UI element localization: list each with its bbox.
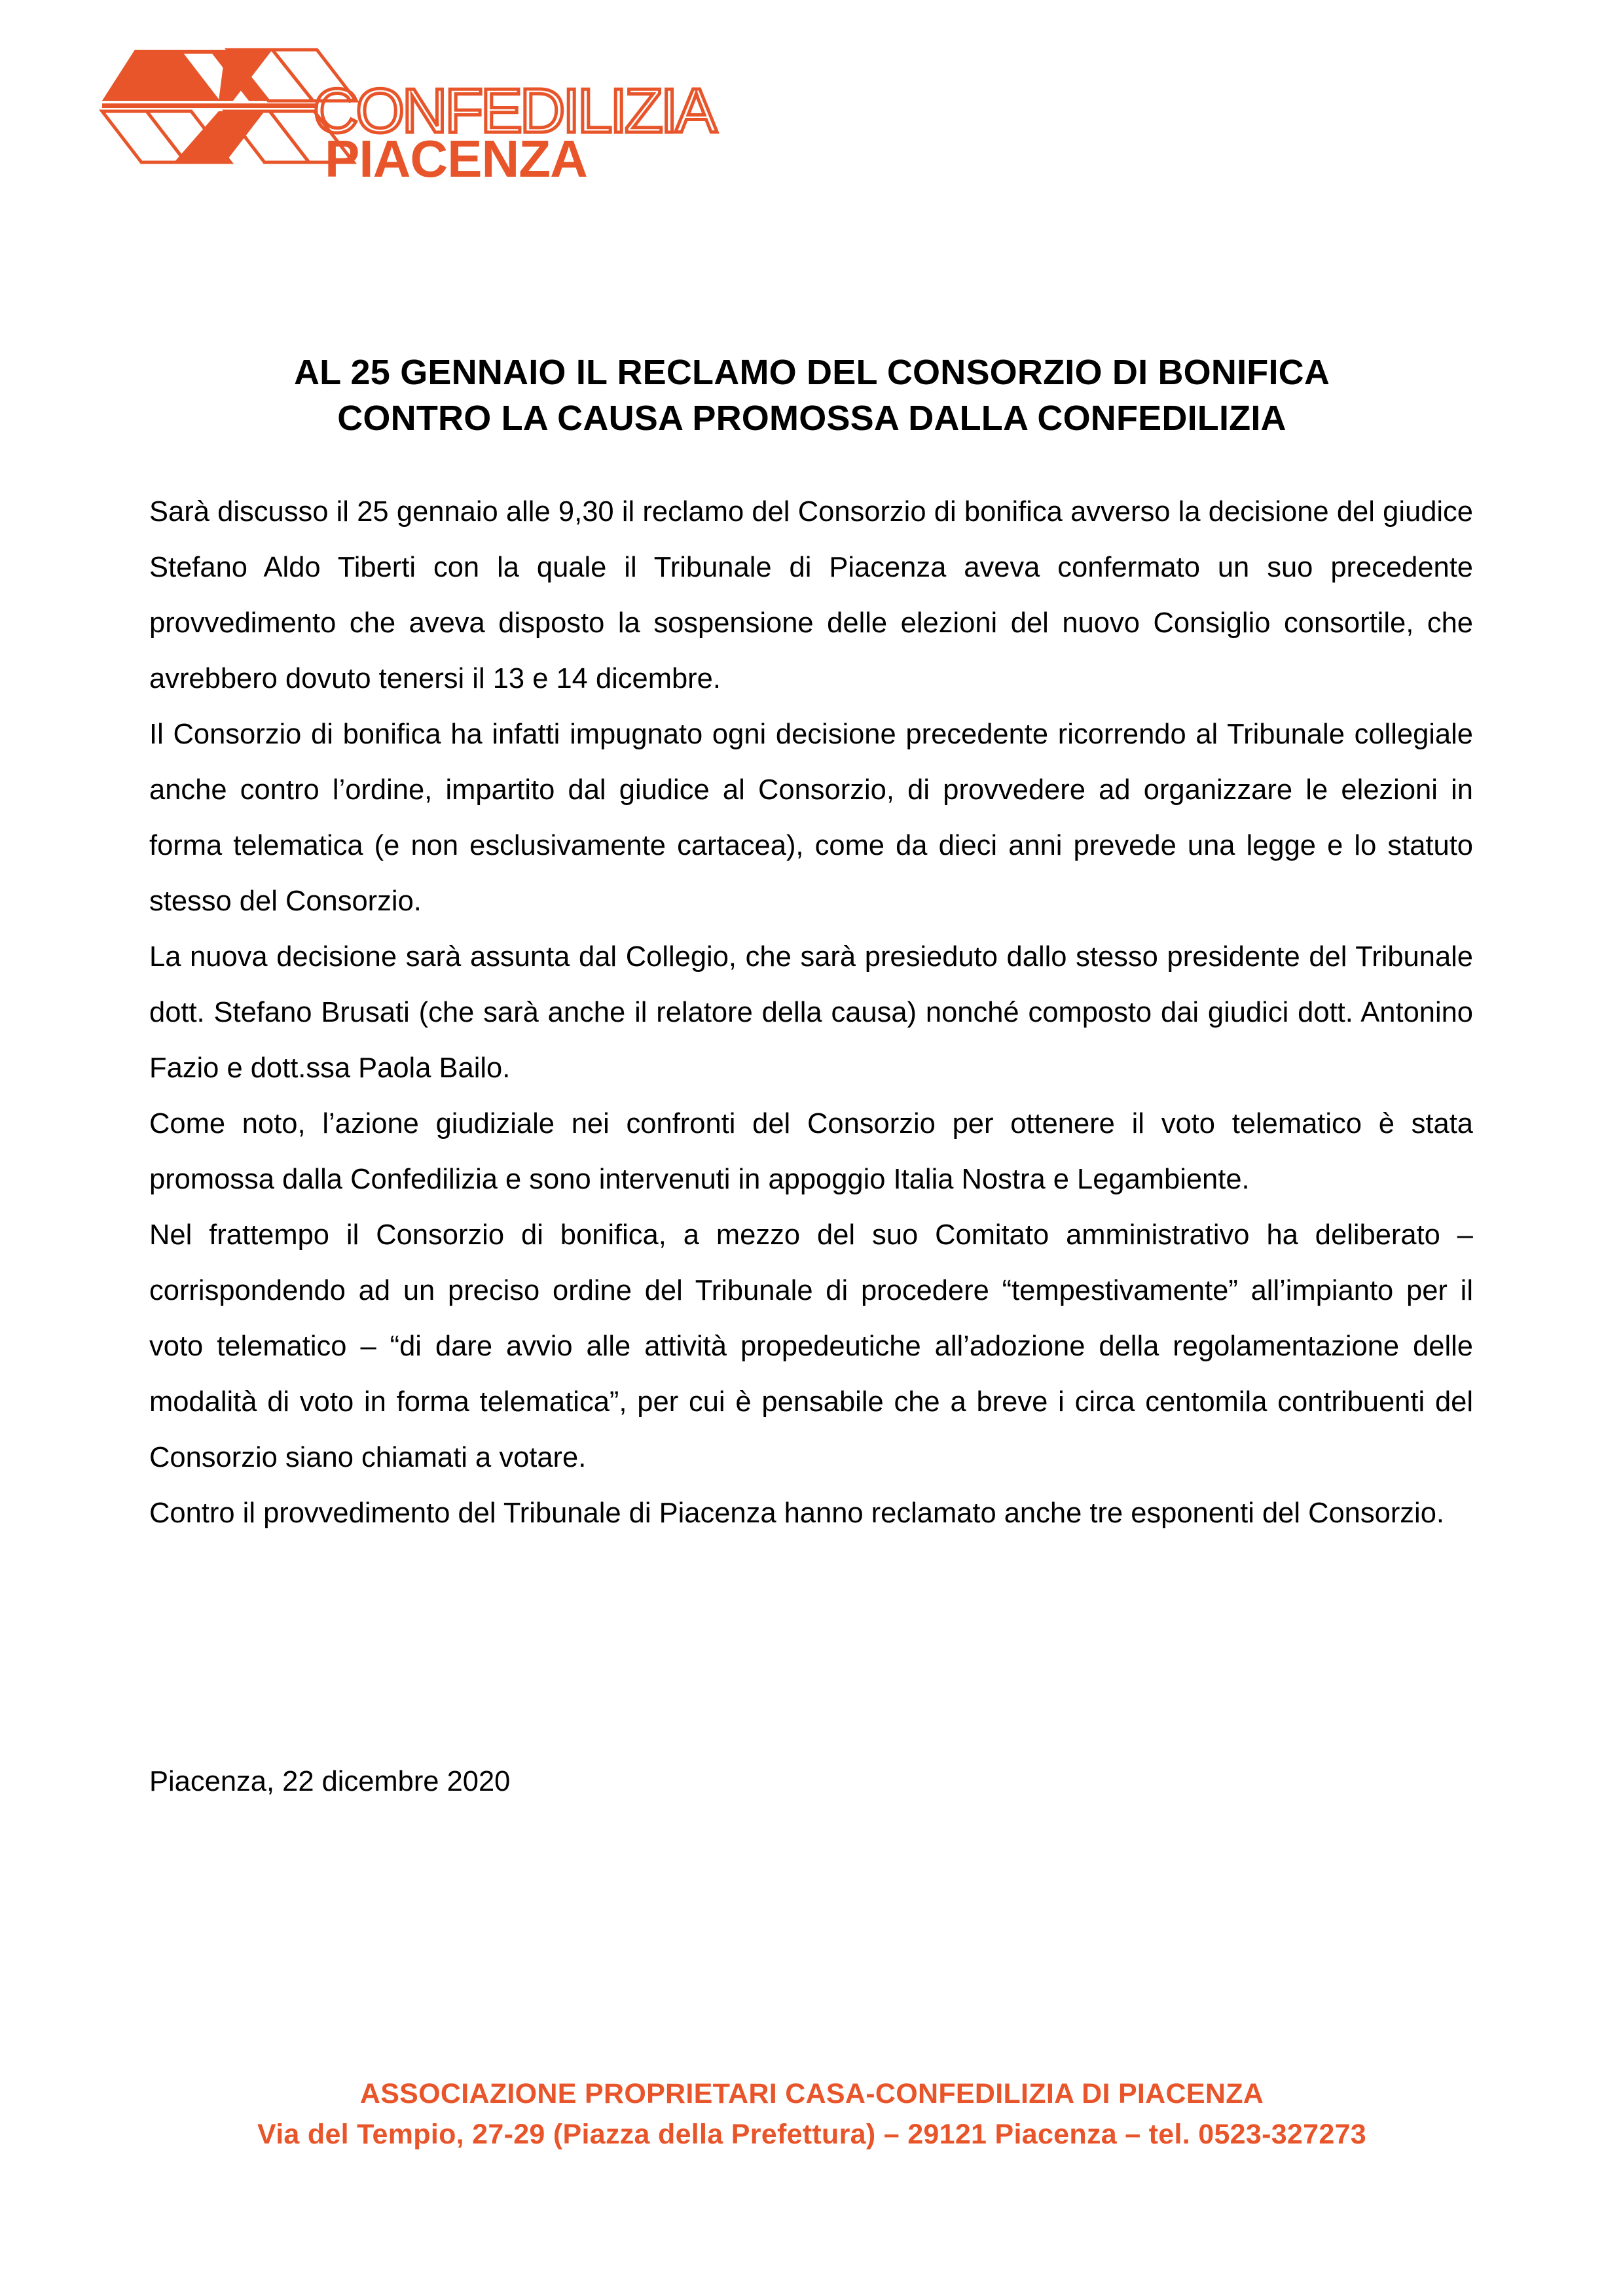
wordmark-confedilizia: CONFEDILIZIA <box>313 79 715 146</box>
confedilizia-logo <box>97 41 817 211</box>
footer-organization: ASSOCIAZIONE PROPRIETARI CASA-CONFEDILIZIA DI PIACENZA <box>359 2078 1264 2109</box>
document-body <box>149 484 1473 1541</box>
page-title-line-1: AL 25 GENNAIO IL RECLAMO DEL CONSORZIO DI BONIFICA <box>293 353 1330 393</box>
page-title <box>151 350 1473 441</box>
footer-address: Via del Tempio, 27-29 (Piazza della Prefettura) – 29121 Piacenza – tel. 0523-327273 <box>257 2119 1367 2150</box>
page-footer <box>151 2073 1473 2155</box>
dateline: Piacenza, 22 dicembre 2020 <box>149 1766 511 1797</box>
wordmark-piacenza: PIACENZA <box>325 130 587 183</box>
letterhead <box>97 41 817 211</box>
page-title-line-2: CONTRO LA CAUSA PROMOSSA DALLA CONFEDILIZIA <box>337 399 1286 439</box>
body-paragraph: Il Consorzio di bonifica ha infatti impugnato ogni decisione precedente ricorrendo al Tribunale collegiale anche contro l’ordine, impartito dal giudice al Consorzio, di provvedere ad organizzare le elezioni in forma telematica (e non esclusivamente cartacea), come da dieci anni prevede una legge e lo statuto stesso del Consorzio. <box>149 719 1473 917</box>
body-paragraph: Come noto, l’azione giudiziale nei confronti del Consorzio per ottenere il voto telematico è stata promossa dalla Confedilizia e sono intervenuti in appoggio Italia Nostra e Legambiente. <box>149 1108 1473 1195</box>
body-paragraph: Nel frattempo il Consorzio di bonifica, a mezzo del suo Comitato amministrativo ha deliberato – corrispondendo ad un preciso ordine del Tribunale di procedere “tempestivamente” all’impianto per il voto telematico – “di dare avvio alle attività propedeutiche all’adozione della regolamentazione delle modalità di voto in forma telematica”, per cui è pensabile che a breve i circa centomila contribuenti del Consorzio siano chiamati a votare. <box>149 1219 1473 1473</box>
confedilizia-wordmark <box>313 79 811 183</box>
body-paragraph: Contro il provvedimento del Tribunale di Piacenza hanno reclamato anche tre esponenti del Consorzio. <box>149 1498 1444 1529</box>
body-paragraph: Sarà discusso il 25 gennaio alle 9,30 il reclamo del Consorzio di bonifica avverso la decisione del giudice Stefano Aldo Tiberti con la quale il Tribunale di Piacenza aveva confermato un suo precedente provvedimento che aveva disposto la sospensione delle elezioni del nuovo Consiglio consortile, che avrebbero dovuto tenersi il 13 e 14 dicembre. <box>149 496 1473 694</box>
body-paragraph: La nuova decisione sarà assunta dal Collegio, che sarà presieduto dallo stesso presidente del Tribunale dott. Stefano Brusati (che sarà anche il relatore della causa) nonché composto dai giudici dott. Antonino Fazio e dott.ssa Paola Bailo. <box>149 941 1473 1084</box>
